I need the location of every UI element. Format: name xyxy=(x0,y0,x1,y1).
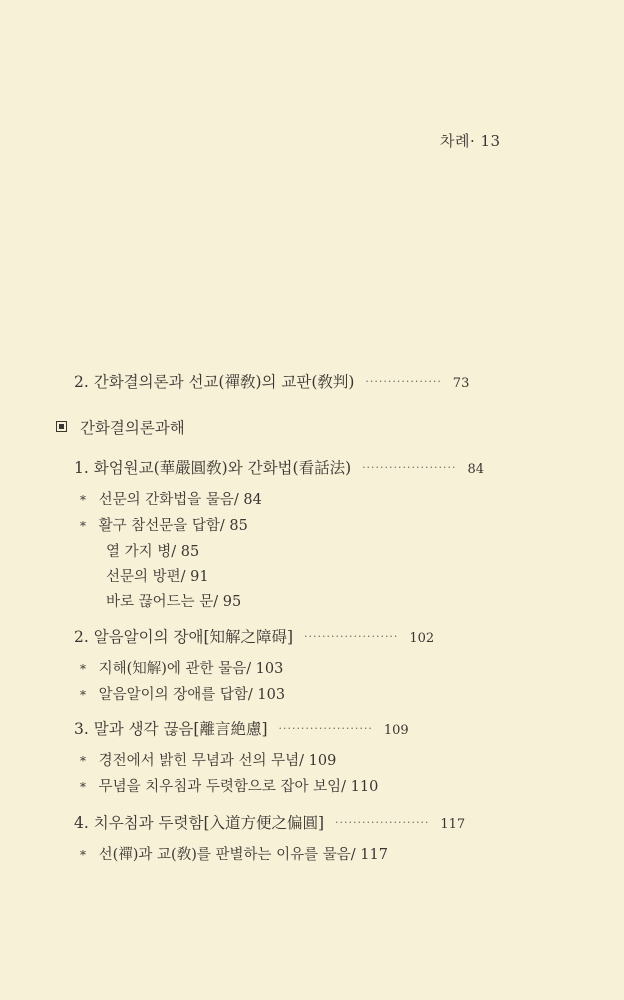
subentry-text: 무념을 치우침과 두렷함으로 잡아 보임/ 110 xyxy=(98,779,379,795)
subentry-text: 알음알이의 장애를 답함/ 103 xyxy=(98,687,286,703)
asterisk-icon: * xyxy=(80,688,86,702)
toc-entry xyxy=(74,717,409,739)
page-number: 109 xyxy=(383,723,409,738)
subentry-text: 열 가지 병/ 85 xyxy=(106,544,200,560)
subentry-text: 바로 끊어드는 문/ 95 xyxy=(106,594,242,610)
subentry-text: 경전에서 밝힌 무념과 선의 무념/ 109 xyxy=(98,753,337,769)
entry-title: 1. 화엄원교(華嚴圓敎)와 간화법(看話法) xyxy=(74,459,352,477)
toc-entry xyxy=(74,811,465,833)
asterisk-icon: * xyxy=(80,662,86,676)
leader-dots: ····················· xyxy=(335,816,430,829)
asterisk-icon: * xyxy=(80,519,86,533)
leader-dots: ····················· xyxy=(304,630,399,643)
toc-subentry xyxy=(80,514,248,535)
subentry-text: 선문의 방편/ 91 xyxy=(106,569,209,585)
asterisk-icon: * xyxy=(80,848,86,862)
entry-title: 2. 간화결의론과 선교(禪敎)의 교판(敎判) xyxy=(74,373,355,391)
leader-dots: ····················· xyxy=(362,461,457,474)
page-number: 102 xyxy=(409,631,435,646)
subentry-text: 활구 참선문을 답함/ 85 xyxy=(98,518,248,534)
running-header: 차례· 13 xyxy=(440,132,501,150)
subentry-text: 선(禪)과 교(敎)를 판별하는 이유를 물음/ 117 xyxy=(98,847,388,863)
section-marker-icon xyxy=(56,421,67,432)
entry-title: 2. 알음알이의 장애[知解之障碍] xyxy=(74,628,294,646)
toc-subentry xyxy=(106,540,199,561)
section-heading xyxy=(56,416,185,438)
asterisk-icon: * xyxy=(80,754,86,768)
page-number: 84 xyxy=(467,462,484,477)
toc-entry xyxy=(74,625,434,647)
asterisk-icon: * xyxy=(80,780,86,794)
entry-title: 3. 말과 생각 끊음[離言絶慮] xyxy=(74,720,268,738)
subentry-text: 선문의 간화법을 물음/ 84 xyxy=(98,492,262,508)
subentry-text: 지해(知解)에 관한 물음/ 103 xyxy=(98,661,284,677)
entry-title: 4. 치우침과 두렷함[入道方便之偏圓] xyxy=(74,814,325,832)
toc-subentry xyxy=(80,488,262,509)
toc-subentry xyxy=(80,683,285,704)
toc-subentry xyxy=(106,590,241,611)
page-number: 73 xyxy=(452,376,470,391)
toc-subentry xyxy=(80,775,378,796)
toc-subentry xyxy=(80,657,283,678)
toc-subentry xyxy=(106,565,209,586)
leader-dots: ················· xyxy=(365,375,442,388)
asterisk-icon: * xyxy=(80,493,86,507)
toc-entry xyxy=(74,370,469,392)
toc-subentry xyxy=(80,843,388,864)
leader-dots: ····················· xyxy=(278,722,373,735)
page-number: 117 xyxy=(440,817,466,832)
section-title: 간화결의론과해 xyxy=(79,419,185,437)
toc-subentry xyxy=(80,749,336,770)
toc-entry xyxy=(74,456,484,478)
